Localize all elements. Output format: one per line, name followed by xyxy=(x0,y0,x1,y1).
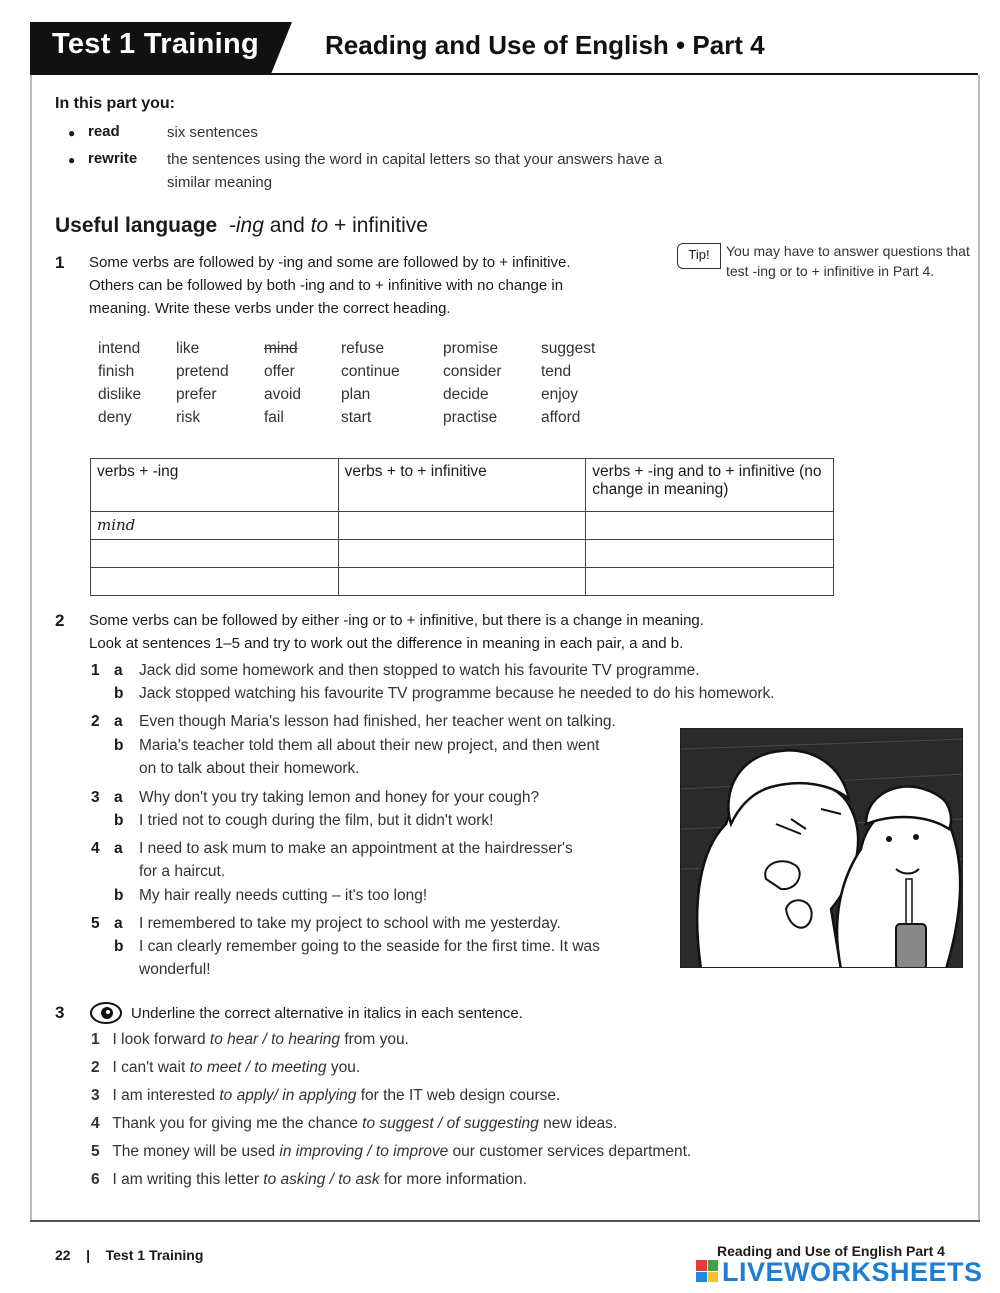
item-number: 3 xyxy=(91,789,100,806)
exercise-number: 2 xyxy=(55,611,65,630)
item-number: 1 xyxy=(91,662,100,679)
verb: plan xyxy=(341,386,371,403)
verb: decide xyxy=(443,386,489,403)
verb: consider xyxy=(443,363,502,380)
tip-text: You may have to answer questions that test -ing or to + infinitive in Part 4. xyxy=(726,243,970,279)
exercise-number: 3 xyxy=(55,1003,65,1022)
item-letter: b xyxy=(114,887,124,904)
item-sentence: Maria's teacher told them all about their new project, and then went xyxy=(139,737,600,754)
answer-cell[interactable] xyxy=(91,568,339,596)
ex3-instruction: Underline the correct alternative in italics in each sentence. xyxy=(131,1005,523,1022)
verb: deny xyxy=(98,409,132,426)
bullet-icon: ● xyxy=(68,153,76,167)
verb: prefer xyxy=(176,386,217,403)
verb: dislike xyxy=(98,386,142,403)
table-row xyxy=(91,568,834,596)
verb: refuse xyxy=(341,340,385,357)
page-border-right xyxy=(978,75,980,1220)
table-row xyxy=(91,540,834,568)
verb: fail xyxy=(264,409,284,426)
bullet-word: rewrite xyxy=(88,150,138,167)
tip-label: Tip! xyxy=(677,243,721,269)
answer-cell[interactable] xyxy=(91,540,339,568)
list-item: 4 Thank you for giving me the chance to suggest / of suggesting new ideas. xyxy=(91,1115,618,1132)
item-sentence: I tried not to cough during the film, but it didn't work! xyxy=(139,812,494,829)
ex1-line: Others can be followed by both -ing and to + infinitive with no change in xyxy=(89,277,564,294)
item-sentence: I can clearly remember going to the seaside for the first time. It was xyxy=(139,938,600,955)
verb-table xyxy=(90,458,834,596)
answer-cell[interactable] xyxy=(338,540,586,568)
bullet-icon: ● xyxy=(68,126,76,140)
verb-list xyxy=(98,339,621,428)
header-rule xyxy=(30,73,978,75)
table-header-row xyxy=(91,459,834,512)
item-sentence: Jack stopped watching his favourite TV programme because he needed to do his homework. xyxy=(139,685,775,702)
bullet-desc: the sentences using the word in capital letters so that your answers have a similar meaning xyxy=(167,151,663,191)
answer-cell[interactable] xyxy=(338,568,586,596)
item-sentence: I remembered to take my project to school with me yesterday. xyxy=(139,915,561,932)
verb: continue xyxy=(341,363,400,380)
illustration-icon xyxy=(681,729,963,968)
verb: suggest xyxy=(541,340,596,357)
item-letter: b xyxy=(114,737,124,754)
table-header: verbs + -ing and to + infinitive (no change in meaning) xyxy=(586,459,834,512)
item-number: 2 xyxy=(91,713,100,730)
verb: tend xyxy=(541,363,572,380)
bullet-desc: six sentences xyxy=(167,124,258,141)
verb: afford xyxy=(541,409,581,426)
list-item: 1 I look forward to hear / to hearing from you. xyxy=(91,1031,409,1048)
item-sentence: Why don't you try taking lemon and honey for your cough? xyxy=(139,789,540,806)
item-letter: a xyxy=(114,789,123,806)
exam-eye-icon xyxy=(89,1001,123,1030)
item-sentence: for a haircut. xyxy=(139,863,226,880)
item-letter: b xyxy=(114,938,124,955)
verb: promise xyxy=(443,340,499,357)
header-left-title: Test 1 Training xyxy=(52,28,260,60)
table-header: verbs + to + infinitive xyxy=(338,459,586,512)
ex1-line: meaning. Write these verbs under the correct heading. xyxy=(89,300,451,317)
section-heading: Useful language -ing and to + infinitive xyxy=(55,214,428,237)
page-border-left xyxy=(30,75,32,1220)
ex2-line: Look at sentences 1–5 and try to work out the difference in meaning in each pair, a and b. xyxy=(89,635,684,652)
verb: pretend xyxy=(176,363,229,380)
item-number: 4 xyxy=(91,840,100,857)
verb: risk xyxy=(176,409,201,426)
verb: avoid xyxy=(264,386,302,403)
item-letter: b xyxy=(114,685,124,702)
item-letter: a xyxy=(114,840,123,857)
list-item: 5 The money will be used in improving / to improve our customer services department. xyxy=(91,1143,692,1160)
answer-cell[interactable] xyxy=(586,540,834,568)
table-row xyxy=(91,512,834,540)
verb-struck: mind xyxy=(264,340,298,357)
header-right-title: Reading and Use of English • Part 4 xyxy=(325,30,765,60)
item-sentence: wonderful! xyxy=(139,961,211,978)
item-number: 5 xyxy=(91,915,100,932)
item-sentence: on to talk about their homework. xyxy=(139,760,360,777)
list-item: 6 I am writing this letter to asking / to ask for more information. xyxy=(91,1171,527,1188)
item-sentence: I need to ask mum to make an appointment at the hairdresser's xyxy=(139,840,573,857)
table-header: verbs + -ing xyxy=(91,459,339,512)
list-item: 3 I am interested to apply/ in applying for the IT web design course. xyxy=(91,1087,561,1104)
answer-cell[interactable]: mind xyxy=(91,512,339,540)
footer-left: 22 | Test 1 Training xyxy=(55,1247,204,1263)
ex1-line: Some verbs are followed by -ing and some are followed by to + infinitive. xyxy=(89,254,571,271)
answer-cell[interactable] xyxy=(586,512,834,540)
item-letter: a xyxy=(114,713,123,730)
ex2-line: Some verbs can be followed by either -ing or to + infinitive, but there is a change in meaning. xyxy=(89,612,704,629)
footer-right: Reading and Use of English Part 4 xyxy=(717,1243,945,1259)
verb: offer xyxy=(264,363,295,380)
verb: enjoy xyxy=(541,386,579,403)
bullet-word: read xyxy=(88,123,120,140)
answer-cell[interactable] xyxy=(586,568,834,596)
list-item: 2 I can't wait to meet / to meeting you. xyxy=(91,1059,361,1076)
footer-rule xyxy=(30,1220,980,1222)
verb: practise xyxy=(443,409,498,426)
liveworksheets-logo-icon xyxy=(696,1260,718,1282)
item-letter: a xyxy=(114,915,123,932)
liveworksheets-brand[interactable]: LIVEWORKSHEETS xyxy=(722,1257,983,1287)
exercise-number: 1 xyxy=(55,253,65,272)
answer-cell[interactable] xyxy=(338,512,586,540)
item-sentence: Even though Maria's lesson had finished, her teacher went on talking. xyxy=(139,713,616,730)
item-letter: b xyxy=(114,812,124,829)
boys-illustration xyxy=(680,728,963,968)
item-sentence: Jack did some homework and then stopped to watch his favourite TV programme. xyxy=(139,662,700,679)
item-letter: a xyxy=(114,662,123,679)
verb: start xyxy=(341,409,372,426)
intro-title: In this part you: xyxy=(55,95,175,112)
item-sentence: My hair really needs cutting – it's too long! xyxy=(139,887,428,904)
verb: finish xyxy=(98,363,135,380)
verb: like xyxy=(176,340,200,357)
verb: intend xyxy=(98,340,141,357)
